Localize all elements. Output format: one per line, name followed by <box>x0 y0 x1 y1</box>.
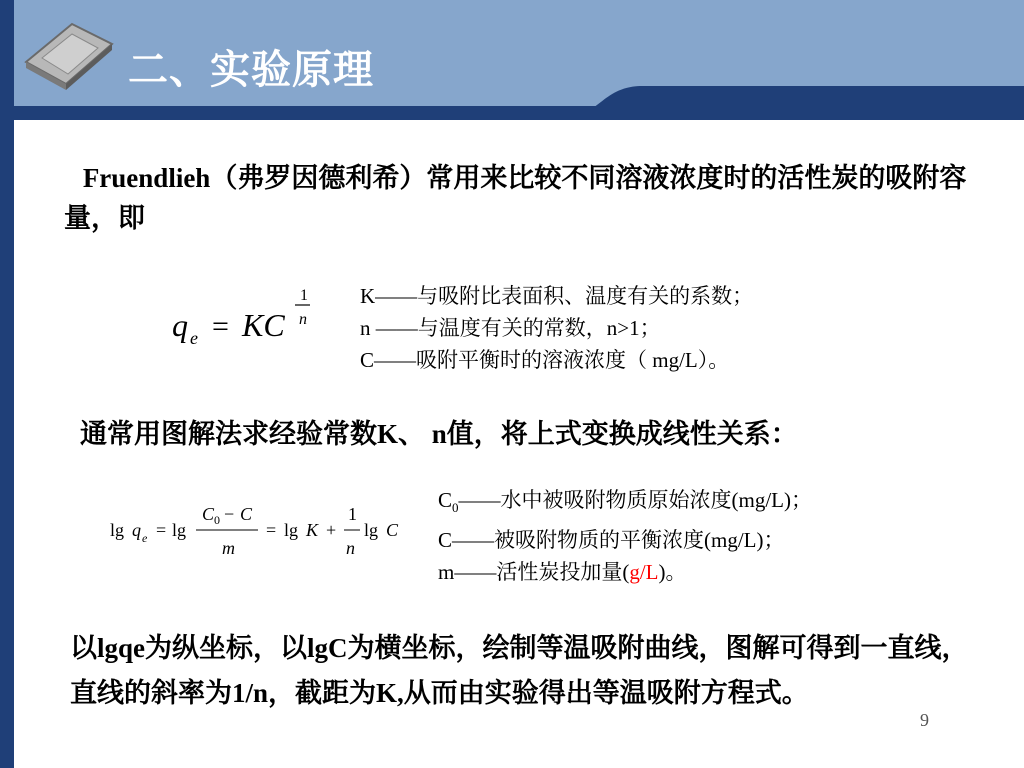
formula1-exp-num: 1 <box>300 287 308 304</box>
svg-text:K: K <box>306 520 319 540</box>
slide-title: 二、实验原理 <box>128 47 374 93</box>
left-edge-strip <box>0 0 14 768</box>
svg-text:C: C <box>240 504 253 524</box>
intro-paragraph <box>64 158 984 239</box>
svg-text:q: q <box>132 520 141 540</box>
svg-text:lg: lg <box>172 520 187 540</box>
slide-header <box>0 0 1024 120</box>
page-number: 9 <box>920 710 929 730</box>
formula1-kc: KC <box>242 307 285 343</box>
svg-text:lg: lg <box>110 520 125 540</box>
svg-text:+: + <box>326 520 337 540</box>
def-k: K——与吸附比表面积、温度有关的系数； <box>360 284 754 308</box>
svg-text:e: e <box>142 531 148 545</box>
dosage-unit-red: g/L <box>629 560 659 585</box>
svg-text:n: n <box>346 538 355 558</box>
svg-text:lg: lg <box>284 520 299 540</box>
svg-text:1: 1 <box>348 504 357 524</box>
svg-text:−: − <box>224 504 235 524</box>
conclusion-paragraph: 以lgqe为纵坐标，以lgC为横坐标，绘制等温吸附曲线，图解可得到一直线，直线的斜率为1/n，截距为K,从而由实验得出等温吸附方程式。 <box>70 633 969 709</box>
svg-text:0: 0 <box>214 513 220 527</box>
def-n: n ——与温度有关的常数，n>1； <box>360 316 661 340</box>
def-m: m——活性炭投加量(g/L)。 <box>438 560 687 585</box>
linear-transform-paragraph: 通常用图解法求经验常数K、 n值，将上式变换成线性关系： <box>80 419 798 450</box>
formula1-q-sub: e <box>190 328 198 348</box>
formula2-definitions <box>438 484 998 588</box>
slide-logo-icon <box>22 18 114 92</box>
intro-text: （弗罗因德利希）常用来比较不同溶液浓度时的活性炭的吸附容量，即 <box>64 163 967 234</box>
svg-text:m: m <box>222 538 235 558</box>
def-c0: $C_0——$水中被吸附物质原始浓度(mg/L)； <box>438 488 812 516</box>
formula1-definitions <box>360 280 920 376</box>
def-c: C——吸附平衡时的溶液浓度（ mg/L）。 <box>360 348 730 372</box>
formula1-exp-den: n <box>299 311 307 328</box>
formula1-q: q <box>172 307 188 343</box>
freundlich-formula <box>170 278 330 358</box>
formula1-equals: = <box>212 310 229 343</box>
svg-text:lg: lg <box>364 520 379 540</box>
intro-latin-name: Fruendlieh <box>82 163 211 193</box>
def-c-eq: C——被吸附物质的平衡浓度(mg/L)； <box>438 528 785 553</box>
linear-formula <box>108 498 418 568</box>
svg-text:C: C <box>202 504 215 524</box>
svg-text:=: = <box>156 520 167 540</box>
svg-text:=: = <box>266 520 277 540</box>
svg-text:C: C <box>386 520 399 540</box>
